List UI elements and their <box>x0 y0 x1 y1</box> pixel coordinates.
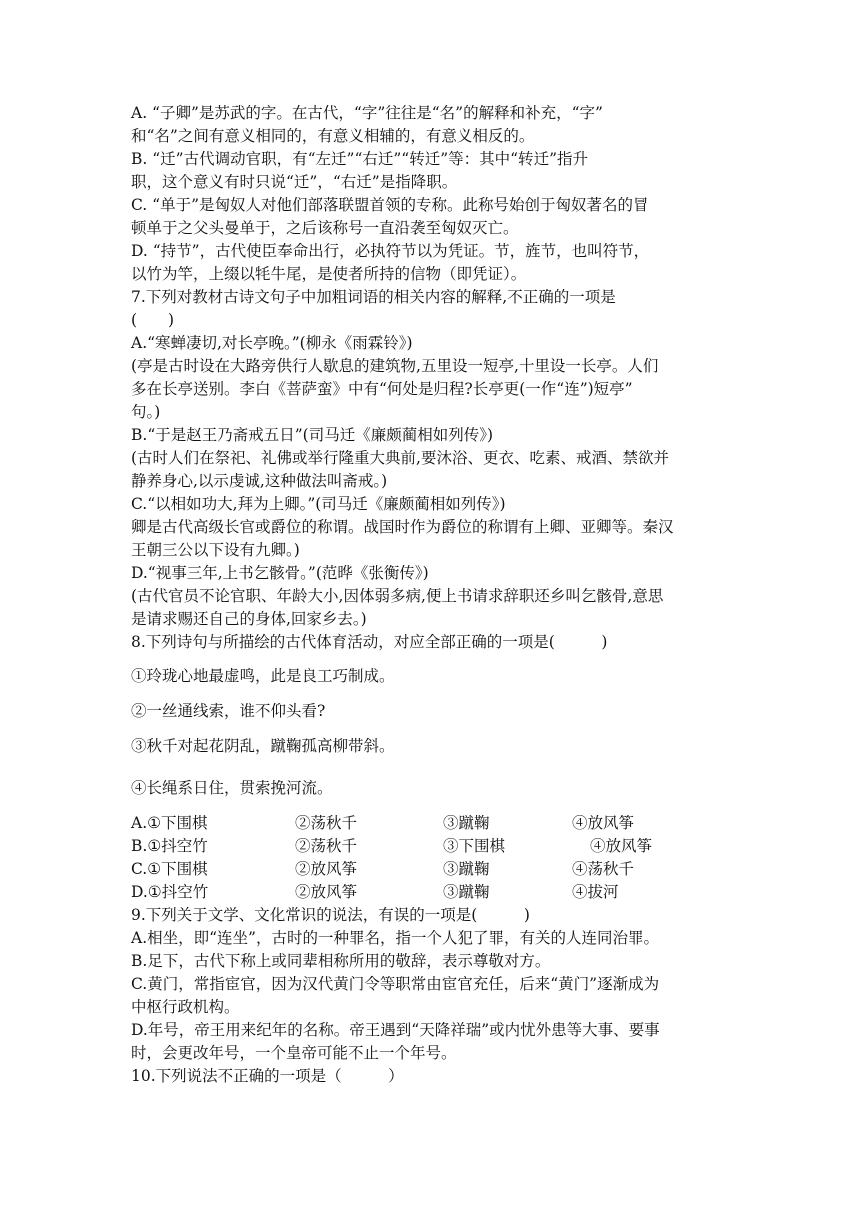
q7-stem: 7.下列对教材古诗文句子中加粗词语的相关内容的解释,不正确的一项是 <box>131 288 616 306</box>
q7-option-c-note-line2: 王朝三公以下设有九卿。) <box>131 541 300 559</box>
q7-option-c: C.“以相如功大,拜为上卿。”(司马迁《廉颇蔺相如列传》) <box>131 495 506 513</box>
q6-option-c-line1: C. “单于”是匈奴人对他们部落联盟首领的专称。此称号始创于匈奴著名的冒 <box>131 196 649 214</box>
q8-option-d-item4: ④拔河 <box>572 883 619 901</box>
q7-option-d-note-line2: 是请求赐还自己的身体,回家乡去。) <box>131 610 367 628</box>
q8-poem-3: ③秋千对起花阴乱，蹴鞠孤高柳带斜。 <box>131 737 395 755</box>
q8-option-d-item3: ③蹴鞠 <box>443 883 490 901</box>
q7-option-c-note-line1: 卿是古代高级长官或爵位的称谓。战国时作为爵位的称谓有上卿、亚卿等。秦汉 <box>131 518 674 536</box>
q7-option-b-note-line1: (古时人们在祭祀、礼佛或举行隆重大典前,要沐浴、更衣、吃素、戒酒、禁欲并 <box>131 449 669 467</box>
q8-option-b-item2: ②荡秋千 <box>295 837 358 855</box>
q8-option-b-item3: ③下围棋 <box>443 837 506 855</box>
q8-option-c-item1: C.①下围棋 <box>131 860 208 878</box>
q6-option-b-line1: B. “迁”古代调动官职，有“左迁”“右迁”“转迁”等：其中“转迁”指升 <box>131 150 588 168</box>
q8-option-a-item1: A.①下围棋 <box>131 814 208 832</box>
q6-option-b-line2: 职，这个意义有时只说“迁”，“右迁”是指降职。 <box>131 173 458 191</box>
q9-option-c-line1: C.黄门，常指宦官，因为汉代黄门令等职常由宦官充任，后来“黄门”逐渐成为 <box>131 975 660 993</box>
q8-option-a-item4: ④放风筝 <box>572 814 635 832</box>
q9-stem: 9.下列关于文学、文化常识的说法，有误的一项是( ) <box>131 906 530 924</box>
q8-option-d-item1: D.①抖空竹 <box>131 883 209 901</box>
q8-stem: 8.下列诗句与所描绘的古代体育活动，对应全部正确的一项是( ) <box>131 633 608 651</box>
q7-option-b: B.“于是赵王乃斋戒五日”(司马迁《廉颇蔺相如列传》) <box>131 426 494 444</box>
q8-option-c-item4: ④荡秋千 <box>572 860 635 878</box>
q8-option-b-item1: B.①抖空竹 <box>131 837 208 855</box>
q9-option-a: A.相坐，即“连坐”，古时的一种罪名，指一个人犯了罪，有关的人连同治罪。 <box>131 929 659 947</box>
q7-option-a-note-line2: 多在长亭送别。李白《菩萨蛮》中有“何处是归程?长亭更(一作“连”)短亭” <box>131 380 633 398</box>
q8-option-a-item2: ②荡秋千 <box>295 814 358 832</box>
q8-option-c-item2: ②放风筝 <box>295 860 358 878</box>
q7-option-b-note-line2: 静养身心,以示虔诚,这种做法叫斋戒。) <box>131 472 388 490</box>
q6-option-d-line1: D. “持节”，古代使臣奉命出行，必执符节以为凭证。节，旌节，也叫符节， <box>131 242 650 260</box>
q9-option-b: B.足下，古代下称上或同辈相称所用的敬辞，表示尊敬对方。 <box>131 952 551 970</box>
q8-poem-2: ②一丝通线索，谁不仰头看? <box>131 702 326 720</box>
q7-answer-blank: ( ) <box>131 311 175 329</box>
q7-option-a-note-line3: 句。) <box>131 403 161 421</box>
q8-poem-1: ①玲珑心地最虚鸣，此是良工巧制成。 <box>131 667 395 685</box>
q9-option-c-line2: 中枢行政机构。 <box>131 998 240 1016</box>
q6-option-a-line1: A. “子卿”是苏武的字。在古代，“字”往往是“名”的解释和补充，“字” <box>131 104 603 122</box>
q8-option-c-item3: ③蹴鞠 <box>443 860 490 878</box>
q9-option-d-line2: 时，会更改年号，一个皇帝可能不止一个年号。 <box>131 1044 457 1062</box>
q8-poem-4: ④长绳系日住，贯索挽河流。 <box>131 779 333 797</box>
q6-option-c-line2: 顿单于之父头曼单于，之后该称号一直沿袭至匈奴灭亡。 <box>131 219 519 237</box>
q9-option-d-line1: D.年号，帝王用来纪年的名称。帝王遇到“天降祥瑞”或内忧外患等大事、要事 <box>131 1021 660 1039</box>
q8-option-d-item2: ②放风筝 <box>295 883 358 901</box>
q7-option-a: A.“寒蝉凄切,对长亭晚。”(柳永《雨霖铃》) <box>131 334 413 352</box>
q7-option-a-note-line1: (亭是古时设在大路旁供行人歇息的建筑物,五里设一短亭,十里设一长亭。人们 <box>131 357 659 375</box>
q10-stem: 10.下列说法不正确的一项是（ ） <box>131 1067 404 1085</box>
q7-option-d: D.“视事三年,上书乞骸骨。”(范晔《张衡传》) <box>131 564 429 582</box>
q7-option-d-note-line1: (古代官员不论官职、年龄大小,因体弱多病,便上书请求辞职还乡叫乞骸骨,意思 <box>131 587 664 605</box>
q8-option-a-item3: ③蹴鞠 <box>443 814 490 832</box>
q8-option-b-item4: ④放风筝 <box>590 837 653 855</box>
q6-option-a-line2: 和“名”之间有意义相同的，有意义相辅的，有意义相反的。 <box>131 127 535 145</box>
q6-option-d-line2: 以竹为竿，上缀以牦牛尾，是使者所持的信物（即凭证）。 <box>131 265 527 283</box>
